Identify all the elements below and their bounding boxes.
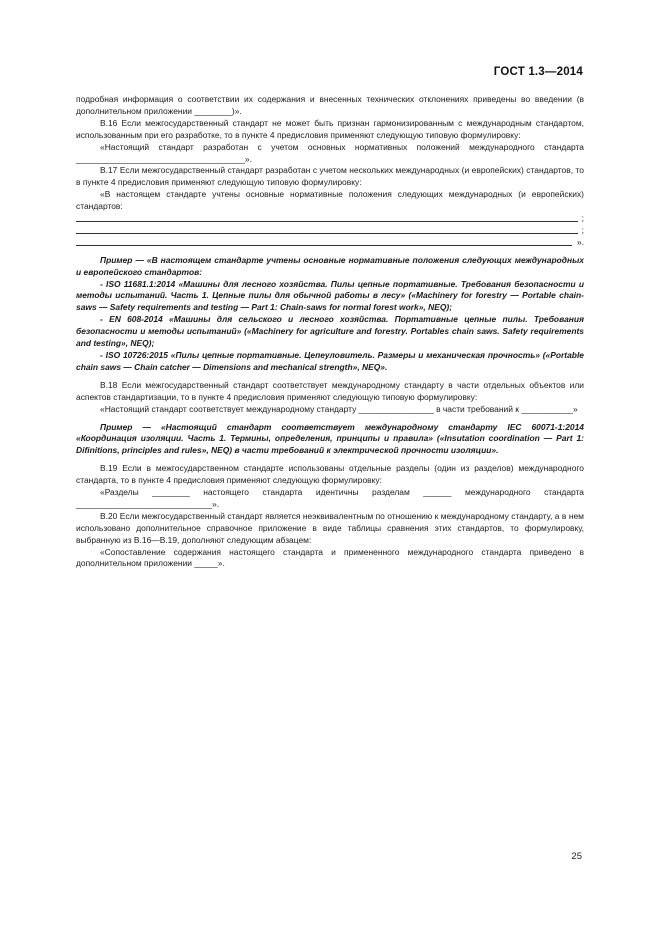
paragraph-b17-quote: «В настоящем стандарте учтены основные нормативные положения следующих международных (и европейских) стандартов: bbox=[76, 189, 584, 212]
paragraph-b17: В.17 Если межгосударственный стандарт разработан с учетом нескольких международных (и европейских) стандартов, то в пункте 4 предисловия применяют следующую типовую формулировку: bbox=[76, 165, 584, 188]
blank-line-end: ; bbox=[581, 224, 584, 235]
paragraph-b19: В.19 Если в межгосударственном стандарте использованы отдельные разделы (один из разделов) международного стандарта, то в пункте 4 предисловия применяют следующую формулировку: bbox=[76, 463, 584, 486]
paragraph-b18: В.18 Если межгосударственный стандарт соответствует международному стандарту в части отдельных объектов или аспектов стандартизации, то в пункте 4 предисловия применяют следующую типовую формулировку: bbox=[76, 379, 584, 402]
paragraph-b20: В.20 Если межгосударственный стандарт является неэквивалентным по отношению к международному стандарту, а в нем использовано дополнительное справочное приложение в виде таблицы сравнения этих стандартов, то формулировку, выбранную из В.16—В.19, дополняют следующим абзацем: bbox=[76, 510, 584, 545]
paragraph-continuation: подробная информация о соответствии их содержания и внесенных технических отклонениях приведены во введении (в дополнительном приложении ________)». bbox=[76, 94, 584, 116]
example-1-item-1: - ISO 11681.1:2014 «Машины для лесного хозяйства. Пилы цепные портативные. Требования безопасности и методы испытаний. Часть 1. Цепные пилы для обычной работы в лесу» («Machinery for forestry — Portable chain-saws — Safety requirements and testing — Part 1: Chain-saws for normal forest work», NEQ); bbox=[76, 278, 584, 313]
example-1-item-2: - EN 608-2014 «Машины для сельского и лесного хозяйства. Портативные цепные пилы. Требования безопасности и методы испытаний» («Machinery for agriculture and forestry. Portables chain saws. Safety requirements and testing», NEQ); bbox=[76, 314, 584, 349]
blank-line-3 bbox=[76, 237, 584, 249]
example-2: Пример — «Настоящий стандарт соответствует международному стандарту IEC 60071-1:2014 «Координация изоляции. Часть 1. Термины, определения, принципы и правила» («Insutation coordination — Part 1: Difinitions, principles and rules», NEQ) в части требований к электрической прочности изоляции». bbox=[76, 421, 584, 456]
paragraph-b16-quote: «Настоящий стандарт разработан с учетом основных нормативных положений международного стандарта ____________________________________». bbox=[76, 141, 584, 164]
blank-rule bbox=[76, 233, 578, 234]
paragraph-b19-quote: «Разделы ________ настоящего стандарта идентичны разделам ______ международного стандарта _____________________________». bbox=[76, 487, 584, 509]
blank-line-2 bbox=[76, 225, 584, 237]
example-1-intro: Пример — «В настоящем стандарте учтены основные нормативные положения следующих международных и европейского стандартов: bbox=[76, 254, 584, 277]
example-1-item-3: - ISO 10726:2015 «Пилы цепные портативные. Цепеуловитель. Размеры и механическая прочность» («Portable chain saws — Chain catcher — Dimensions and mechanical strength», NEQ». bbox=[76, 349, 584, 372]
paragraph-b20-quote: «Сопоставление содержания настоящего стандарта и примененного международного стандарта приведено в дополнительном приложении _____». bbox=[76, 546, 584, 569]
paragraph-b18-quote: «Настоящий стандарт соответствует международному стандарту ________________ в части требований к ___________» bbox=[100, 403, 578, 414]
blank-line-end: ». bbox=[576, 236, 584, 247]
page-content bbox=[76, 94, 584, 570]
blank-rule bbox=[76, 245, 572, 246]
blank-rule bbox=[76, 221, 578, 222]
page-number: 25 bbox=[571, 851, 582, 862]
document-header: ГОСТ 1.3—2014 bbox=[493, 66, 583, 78]
paragraph-b16: В.16 Если межгосударственный стандарт не может быть признан гармонизированным с международным стандартом, использованным при его разработке, то в пункте 4 предисловия применяют следующую типовую формулировку: bbox=[76, 117, 584, 140]
blank-line-end: ; bbox=[581, 213, 584, 224]
blank-line-1 bbox=[76, 213, 584, 225]
